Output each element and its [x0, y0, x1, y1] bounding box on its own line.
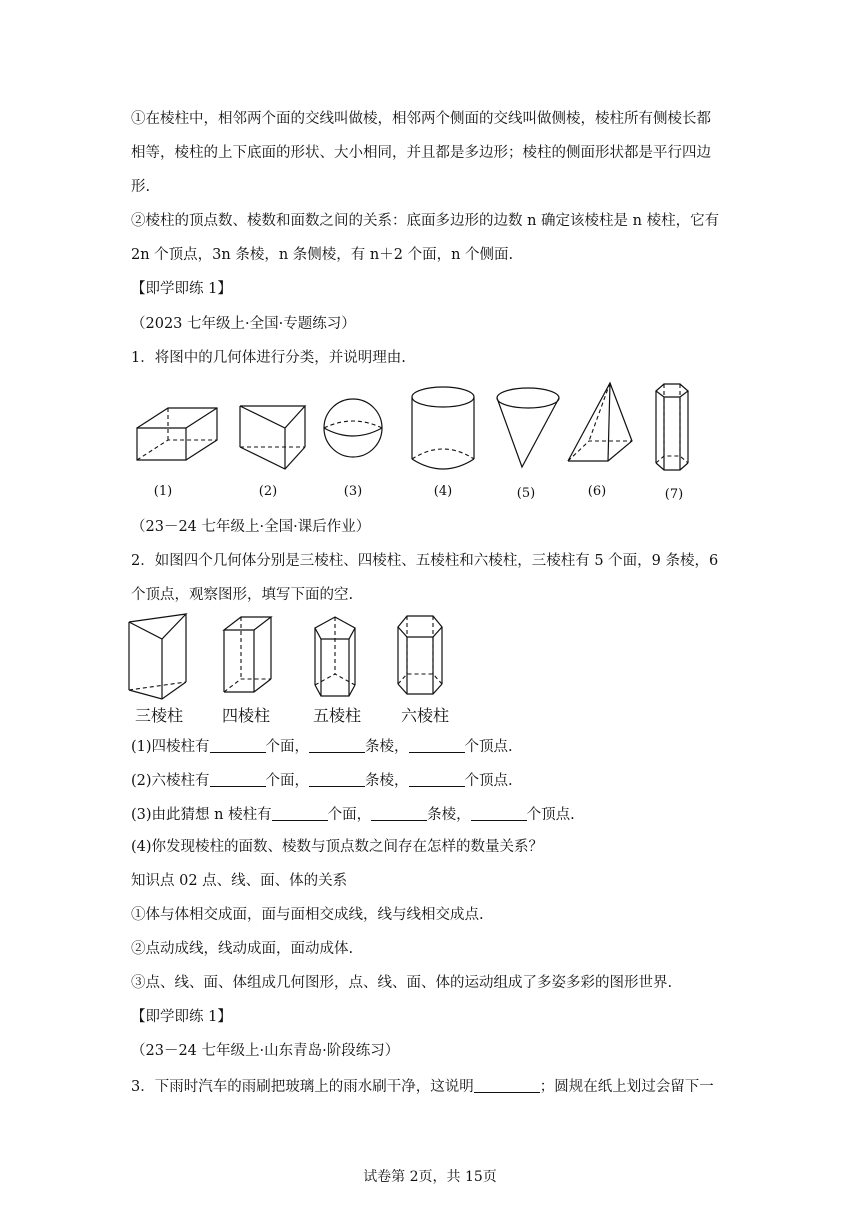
figure-label: (7): [664, 487, 684, 502]
page-footer: 试卷第 2页，共 15页: [363, 1169, 497, 1185]
answer-blank[interactable]: [210, 772, 266, 787]
question-2-part-4: (4)你发现棱柱的面数、棱数与顶点数之间存在怎样的数量关系？: [131, 839, 544, 855]
triangular-prism-3d: [129, 614, 186, 699]
question-2-cont: 个顶点，观察图形，填写下面的空.: [131, 587, 354, 603]
answer-blank[interactable]: [309, 738, 365, 753]
paragraph-line: 2n 个顶点，3n 条棱，n 条侧棱，有 n＋2 个面，n 个侧面.: [131, 247, 514, 263]
paragraph-line: ②点动成线，线动成面，面动成体.: [131, 941, 354, 957]
answer-blank[interactable]: [474, 1078, 540, 1093]
answer-blank[interactable]: [210, 738, 266, 753]
question-source: （23－24 七年级上·山东青岛·阶段练习）: [131, 1043, 400, 1059]
paragraph-line: ②棱柱的顶点数、棱数和面数之间的关系：底面多边形的边数 n 确定该棱柱是 n 棱柱，它有: [131, 213, 720, 229]
paragraph-line: ③点、线、面、体组成几何图形，点、线、面、体的运动组成了多姿多彩的图形世界.: [131, 975, 673, 991]
figure-label: (4): [433, 484, 453, 499]
answer-blank[interactable]: [272, 806, 328, 821]
practice-heading: 【即学即练 1】: [131, 281, 232, 297]
question-2: 2．如图四个几何体分别是三棱柱、四棱柱、五棱柱和六棱柱，三棱柱有 5 个面，9 条棱，6: [131, 553, 719, 569]
square-prism-3d: [224, 617, 271, 692]
practice-heading: 【即学即练 1】: [131, 1009, 232, 1025]
question-2-part-3: (3)由此猜想 n 棱柱有 个面， 条棱， 个顶点.: [131, 807, 575, 823]
paragraph-line: ①在棱柱中，相邻两个面的交线叫做棱，相邻两个侧面的交线叫做侧棱，棱柱所有侧棱长都: [131, 111, 711, 127]
prism-label: 四棱柱: [221, 706, 271, 725]
answer-blank[interactable]: [309, 772, 365, 787]
answer-blank[interactable]: [371, 806, 427, 821]
answer-blank[interactable]: [409, 738, 465, 753]
question-1: 1．将图中的几何体进行分类，并说明理由.: [131, 350, 406, 366]
paragraph-line: 相等，棱柱的上下底面的形状、大小相同，并且都是多边形；棱柱的侧面形状都是平行四边: [131, 145, 711, 161]
pentagonal-prism-3d: [315, 617, 355, 696]
prism-label: 六棱柱: [400, 706, 450, 725]
paragraph-line: 形.: [131, 179, 151, 195]
question-source: （2023 七年级上·全国·专题练习）: [131, 316, 356, 332]
paragraph-line: ①体与体相交成面，面与面相交成线，线与线相交成点.: [131, 907, 484, 923]
knowledge-point-heading: 知识点 02 点、线、面、体的关系: [131, 873, 348, 889]
question-source: （23－24 七年级上·全国·课后作业）: [131, 519, 371, 535]
answer-blank[interactable]: [471, 806, 527, 821]
hexagonal-prism-3d: [398, 616, 442, 694]
figure-label: (5): [516, 486, 536, 501]
question-2-part-2: (2)六棱柱有 个面， 条棱， 个顶点.: [131, 773, 513, 789]
question-3: 3．下雨时汽车的雨刷把玻璃上的雨水刷干净，这说明 ；圆规在纸上划过会留下一: [131, 1079, 714, 1095]
figure-label: (2): [258, 484, 278, 499]
question-2-part-1: (1)四棱柱有 个面， 条棱， 个顶点.: [131, 739, 513, 755]
answer-blank[interactable]: [409, 772, 465, 787]
prism-label: 五棱柱: [312, 706, 362, 725]
figure-label: (6): [587, 484, 607, 499]
prism-label: 三棱柱: [134, 706, 184, 725]
figure-label: (1): [153, 484, 173, 499]
figure-label: (3): [343, 484, 363, 499]
